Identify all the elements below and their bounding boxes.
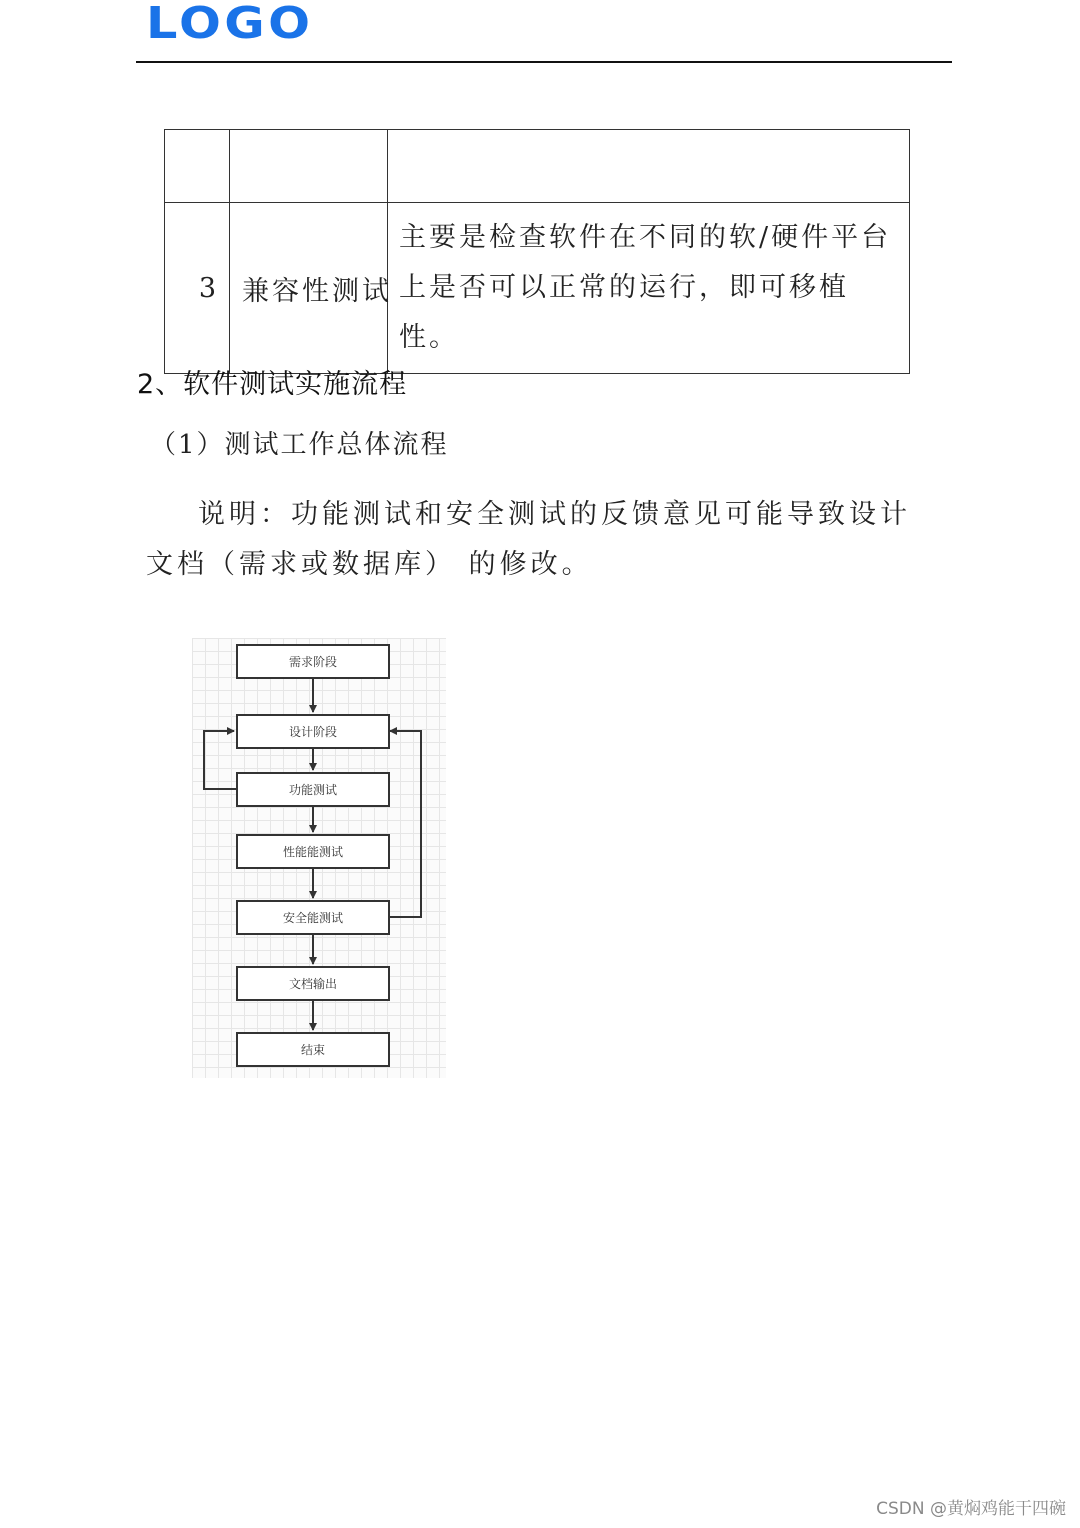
header-divider — [136, 61, 952, 63]
subsection-heading: （1）测试工作总体流程 — [150, 430, 449, 460]
table-row — [165, 130, 910, 203]
flow-step-end: 结束 — [236, 1032, 390, 1067]
flow-step-design: 设计阶段 — [236, 714, 390, 749]
flow-step-requirements: 需求阶段 — [236, 644, 390, 679]
flow-step-performance-test: 性能能测试 — [236, 834, 390, 869]
test-name: 兼容性测试 — [230, 203, 388, 374]
table-row — [165, 203, 910, 374]
flow-step-functional-test: 功能测试 — [236, 772, 390, 807]
flow-step-document-output: 文档输出 — [236, 966, 390, 1001]
test-flowchart — [192, 638, 446, 1078]
test-description: 主要是检查软件在不同的软/硬件平台上是否可以正常的运行，即可移植性。 — [388, 203, 910, 374]
watermark: CSDN @黄焖鸡能干四碗 — [876, 1499, 1066, 1519]
feedback-arrow-functional — [204, 731, 236, 789]
explanation-paragraph — [146, 490, 936, 590]
test-name — [230, 130, 388, 203]
test-description — [388, 130, 910, 203]
flow-step-security-test: 安全能测试 — [236, 900, 390, 935]
test-type-table — [164, 129, 910, 374]
row-number — [165, 130, 230, 203]
explanation-text: 说明：功能测试和安全测试的反馈意见可能导致设计文档（需求或数据库） 的修改。 — [146, 499, 911, 580]
logo: LOGO — [146, 0, 314, 49]
feedback-arrow-security — [388, 731, 421, 917]
section-heading: 2、软件测试实施流程 — [137, 369, 408, 400]
row-number: 3 — [165, 203, 230, 374]
